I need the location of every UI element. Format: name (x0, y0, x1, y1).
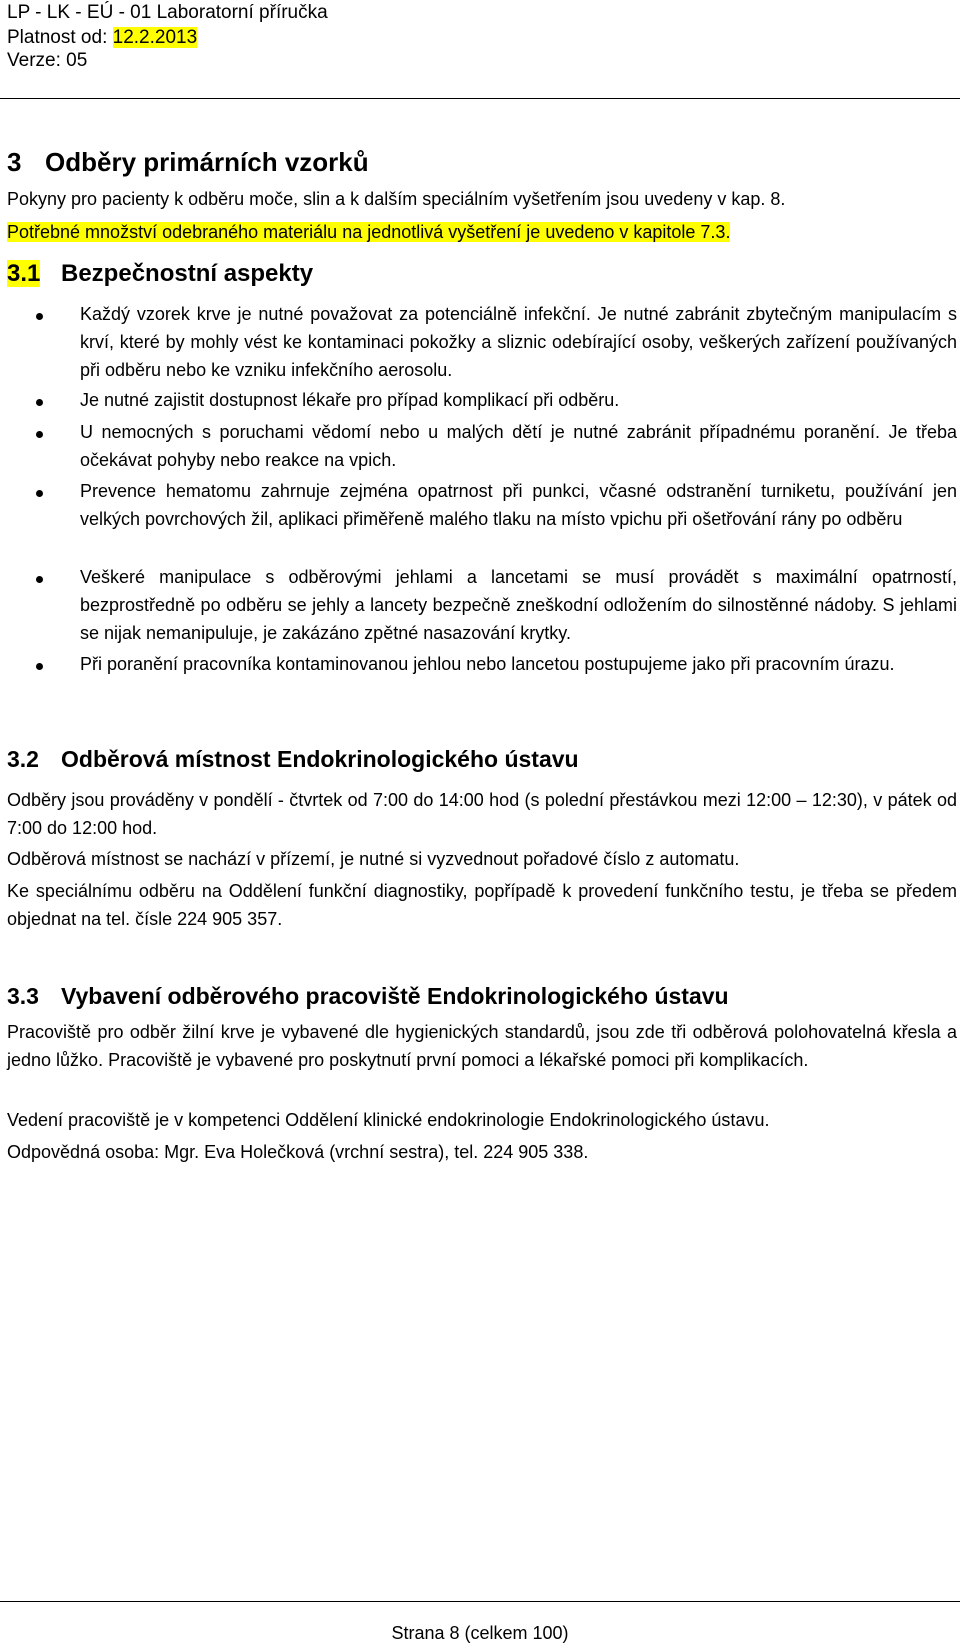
bullet-icon (36, 650, 71, 678)
validity-date: 12.2.2013 (112, 27, 198, 48)
safety-bullet-4: Prevence hematomu zahrnuje zejména opatrnost při punkci, včasné odstranění turniketu, používání jen velkých povrchových žil, aplikaci přiměřeně malého tlaku na místo vpichu při ošetřování rány po odběru (80, 481, 957, 529)
header-version: Verze: 05 (7, 50, 88, 71)
section-3-3-para-1: Pracoviště pro odběr žilní krve je vybavené dle hygienických standardů, jsou zde tři odběrová polohovatelná křesla a jedno lůžko. Pracoviště je vybavené pro poskytnutí první pomoci a lékařské pomoci při komplikacích. (7, 1022, 957, 1070)
section-title: Vybavení odběrového pracoviště Endokrinologického ústavu (61, 983, 729, 1009)
section-number: 3 (7, 147, 22, 177)
section-title: Bezpečnostní aspekty (61, 260, 314, 287)
header-divider (0, 98, 960, 99)
section-title: Odběry primárních vzorků (45, 147, 369, 177)
safety-bullet-2: Je nutné zajistit dostupnost lékaře pro případ komplikací při odběru. (80, 390, 620, 410)
highlighted-text: Potřebné množství odebraného materiálu na jednotlivá vyšetření je uvedeno v kapitole 7.3. (7, 222, 731, 242)
section-3-3-para-3: Odpovědná osoba: Mgr. Eva Holečková (vrchní sestra), tel. 224 905 338. (7, 1142, 589, 1162)
header-validity (7, 27, 197, 49)
safety-bullet-1: Každý vzorek krve je nutné považovat za potenciálně infekční. Je nutné zabránit zbytečným manipulacím s krví, které by mohly vést ke kontaminaci pokožky a sliznic odebírající osoby, veškerých zařízení používaných při odběru nebo ke vzniku infekčního aerosolu. (80, 304, 957, 380)
safety-bullet-5: Veškeré manipulace s odběrovými jehlami a lancetami se musí provádět s maximální opatrností, bezprostředně po odběru se jehly a lancety bezpečně zneškodní odložením do silnostěnné nádoby. S jehlami se nijak nemanipuluje, je zakázáno zpětné nasazování krytky. (80, 567, 957, 643)
section-3-2-heading (7, 745, 579, 773)
page-number: Strana 8 (celkem 100) (391, 1623, 569, 1643)
section-3-3-heading (7, 982, 729, 1010)
section-3-2-para-1: Odběry jsou prováděny v pondělí - čtvrtek od 7:00 do 14:00 hod (s polední přestávkou mezi 12:00 – 12:30), v pátek od 7:00 do 12:00 hod. (7, 790, 957, 838)
bullet-icon (36, 386, 71, 414)
section-3-2-para-3: Ke speciálnímu odběru na Oddělení funkční diagnostiky, popřípadě k provedení funkčního testu, je třeba se předem objednat na tel. čísle 224 905 357. (7, 881, 957, 929)
bullet-icon (36, 563, 71, 591)
header-title: LP - LK - EÚ - 01 Laboratorní příručka (7, 2, 328, 23)
validity-label: Platnost od: (7, 27, 113, 48)
section-title: Odběrová místnost Endokrinologického ústavu (61, 746, 579, 772)
section-3-3-para-2: Vedení pracoviště je v kompetenci Oddělení klinické endokrinologie Endokrinologického ústavu. (7, 1110, 770, 1130)
section-3-para-1: Pokyny pro pacienty k odběru moče, slin a k dalším speciálním vyšetřením jsou uvedeny v kap. 8. (7, 189, 786, 209)
bullet-icon (36, 300, 71, 328)
section-3-2-para-2: Odběrová místnost se nachází v přízemí, je nutné si vyzvednout pořadové číslo z automatu. (7, 849, 740, 869)
safety-bullet-6: Při poranění pracovníka kontaminovanou jehlou nebo lancetou postupujeme jako při pracovním úrazu. (80, 654, 895, 674)
safety-bullet-3: U nemocných s poruchami vědomí nebo u malých dětí je nutné zabránit případnému poranění. Je třeba očekávat pohyby nebo reakce na vpich. (80, 422, 957, 470)
bullet-icon (36, 477, 71, 505)
section-number: 3.1 (7, 260, 41, 287)
section-3-1-heading (7, 259, 313, 289)
section-3-para-2 (7, 218, 957, 246)
section-number: 3.2 (7, 746, 39, 772)
footer-divider (0, 1601, 960, 1602)
section-3-heading (7, 147, 369, 177)
section-number: 3.3 (7, 983, 39, 1009)
bullet-icon (36, 418, 71, 446)
